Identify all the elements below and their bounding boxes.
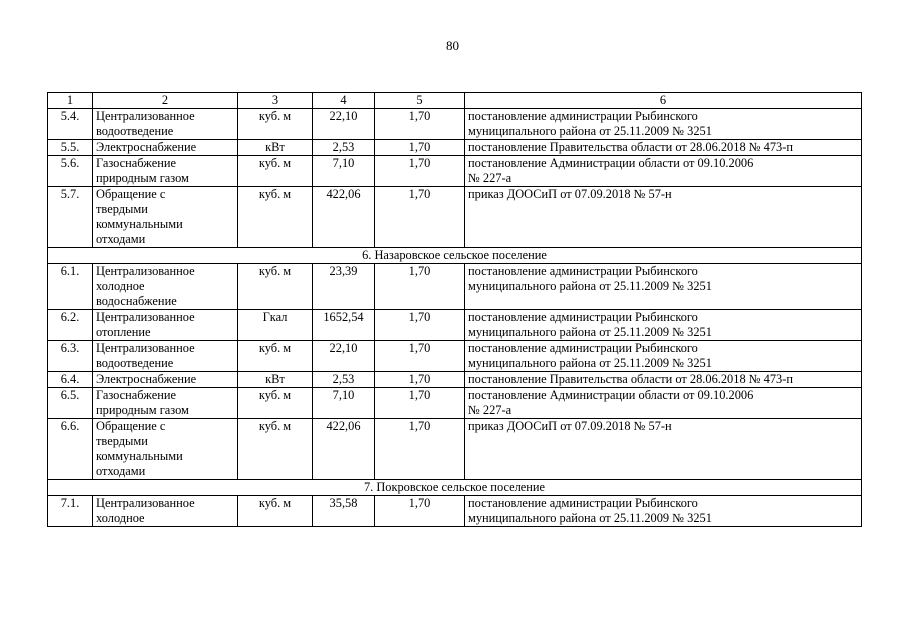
service-name-line: коммунальными [96,449,183,463]
service-name-line: природным газом [96,171,189,185]
service-name-line: Электроснабжение [96,372,197,386]
basis-document [465,156,862,187]
table-row [48,156,862,187]
service-name-line: холодное [96,511,145,525]
service-name [93,310,238,341]
value-cell: 1652,54 [313,310,375,341]
header-cell: 4 [313,93,375,109]
row-number: 6.5. [48,388,93,419]
service-name [93,264,238,310]
basis-document [465,264,862,310]
value-cell: 22,10 [313,109,375,140]
service-name-line: Централизованное [96,310,195,324]
service-name [93,419,238,480]
header-cell: 2 [93,93,238,109]
row-number: 6.4. [48,372,93,388]
basis-document-line: постановление администрации Рыбинского [468,264,698,278]
table-row [48,372,862,388]
service-name [93,372,238,388]
basis-document-line: постановление Правительства области от 28.06.2018 № 473-п [468,372,794,386]
service-name-line: Обращение с [96,419,166,433]
row-number: 6.6. [48,419,93,480]
unit-cell: куб. м [238,419,313,480]
basis-document [465,140,862,156]
row-number: 5.6. [48,156,93,187]
value-cell: 22,10 [313,341,375,372]
table-row [48,140,862,156]
coefficient-cell: 1,70 [375,140,465,156]
service-name-line: твердыми [96,202,148,216]
basis-document-line: муниципального района от 25.11.2009 № 3251 [468,511,712,525]
table-body [48,93,862,527]
section-title: 7. Покровское сельское поселение [48,480,862,496]
service-name-line: отходами [96,232,146,246]
service-name [93,388,238,419]
basis-document-line: постановление Администрации области от 09.10.2006 [468,388,754,402]
coefficient-cell: 1,70 [375,156,465,187]
coefficient-cell: 1,70 [375,341,465,372]
header-cell: 6 [465,93,862,109]
service-name [93,187,238,248]
service-name-line: Централизованное [96,264,195,278]
service-name-line: отопление [96,325,151,339]
value-cell: 422,06 [313,419,375,480]
service-name-line: Централизованное [96,341,195,355]
row-number: 7.1. [48,496,93,527]
unit-cell: кВт [238,140,313,156]
table-row [48,264,862,310]
row-number: 6.3. [48,341,93,372]
basis-document [465,187,862,248]
service-name-line: Газоснабжение [96,156,176,170]
basis-document-line: муниципального района от 25.11.2009 № 3251 [468,325,712,339]
basis-document-line: постановление Правительства области от 28.06.2018 № 473-п [468,140,794,154]
basis-document-line: постановление Администрации области от 09.10.2006 [468,156,754,170]
unit-cell: куб. м [238,496,313,527]
unit-cell: куб. м [238,156,313,187]
basis-document [465,341,862,372]
value-cell: 7,10 [313,156,375,187]
basis-document-line: № 227-а [468,171,512,185]
value-cell: 2,53 [313,140,375,156]
basis-document [465,496,862,527]
row-number: 6.2. [48,310,93,341]
service-name [93,109,238,140]
table-row [48,419,862,480]
basis-document-line: постановление администрации Рыбинского [468,341,698,355]
service-name-line: отходами [96,464,146,478]
unit-cell: куб. м [238,264,313,310]
table-row [48,496,862,527]
table-row [48,187,862,248]
coefficient-cell: 1,70 [375,187,465,248]
service-name [93,140,238,156]
unit-cell: куб. м [238,187,313,248]
value-cell: 23,39 [313,264,375,310]
unit-cell: Гкал [238,310,313,341]
page-number: 80 [446,38,459,53]
table-row [48,388,862,419]
service-name [93,341,238,372]
service-name-line: водоотведение [96,356,174,370]
table-row [48,109,862,140]
basis-document [465,310,862,341]
basis-document-line: муниципального района от 25.11.2009 № 3251 [468,124,712,138]
header-cell: 5 [375,93,465,109]
row-number: 5.4. [48,109,93,140]
coefficient-cell: 1,70 [375,264,465,310]
service-name-line: Централизованное [96,109,195,123]
basis-document-line: № 227-а [468,403,512,417]
coefficient-cell: 1,70 [375,388,465,419]
row-number: 5.7. [48,187,93,248]
service-name-line: холодное [96,279,145,293]
basis-document-line: муниципального района от 25.11.2009 № 3251 [468,279,712,293]
coefficient-cell: 1,70 [375,496,465,527]
basis-document-line: постановление администрации Рыбинского [468,109,698,123]
service-name-line: Электроснабжение [96,140,197,154]
section-title: 6. Назаровское сельское поселение [48,248,862,264]
unit-cell: куб. м [238,341,313,372]
value-cell: 422,06 [313,187,375,248]
value-cell: 35,58 [313,496,375,527]
basis-document-line: приказ ДООСиП от 07.09.2018 № 57-н [468,187,672,201]
service-name-line: Обращение с [96,187,166,201]
table-row [48,341,862,372]
basis-document [465,388,862,419]
header-cell: 1 [48,93,93,109]
coefficient-cell: 1,70 [375,109,465,140]
coefficient-cell: 1,70 [375,372,465,388]
basis-document [465,372,862,388]
service-name-line: Централизованное [96,496,195,510]
unit-cell: кВт [238,372,313,388]
table-row [48,310,862,341]
service-name-line: коммунальными [96,217,183,231]
service-name [93,496,238,527]
row-number: 6.1. [48,264,93,310]
service-name-line: водоснабжение [96,294,177,308]
row-number: 5.5. [48,140,93,156]
service-name-line: природным газом [96,403,189,417]
basis-document [465,109,862,140]
basis-document-line: постановление администрации Рыбинского [468,496,698,510]
section-row [48,480,862,496]
value-cell: 7,10 [313,388,375,419]
header-cell: 3 [238,93,313,109]
coefficient-cell: 1,70 [375,310,465,341]
header-row [48,93,862,109]
section-row [48,248,862,264]
coefficient-cell: 1,70 [375,419,465,480]
service-name-line: Газоснабжение [96,388,176,402]
value-cell: 2,53 [313,372,375,388]
service-name [93,156,238,187]
basis-document [465,419,862,480]
unit-cell: куб. м [238,109,313,140]
service-name-line: водоотведение [96,124,174,138]
basis-document-line: приказ ДООСиП от 07.09.2018 № 57-н [468,419,672,433]
basis-document-line: муниципального района от 25.11.2009 № 3251 [468,356,712,370]
tariff-table [47,92,862,527]
service-name-line: твердыми [96,434,148,448]
basis-document-line: постановление администрации Рыбинского [468,310,698,324]
unit-cell: куб. м [238,388,313,419]
